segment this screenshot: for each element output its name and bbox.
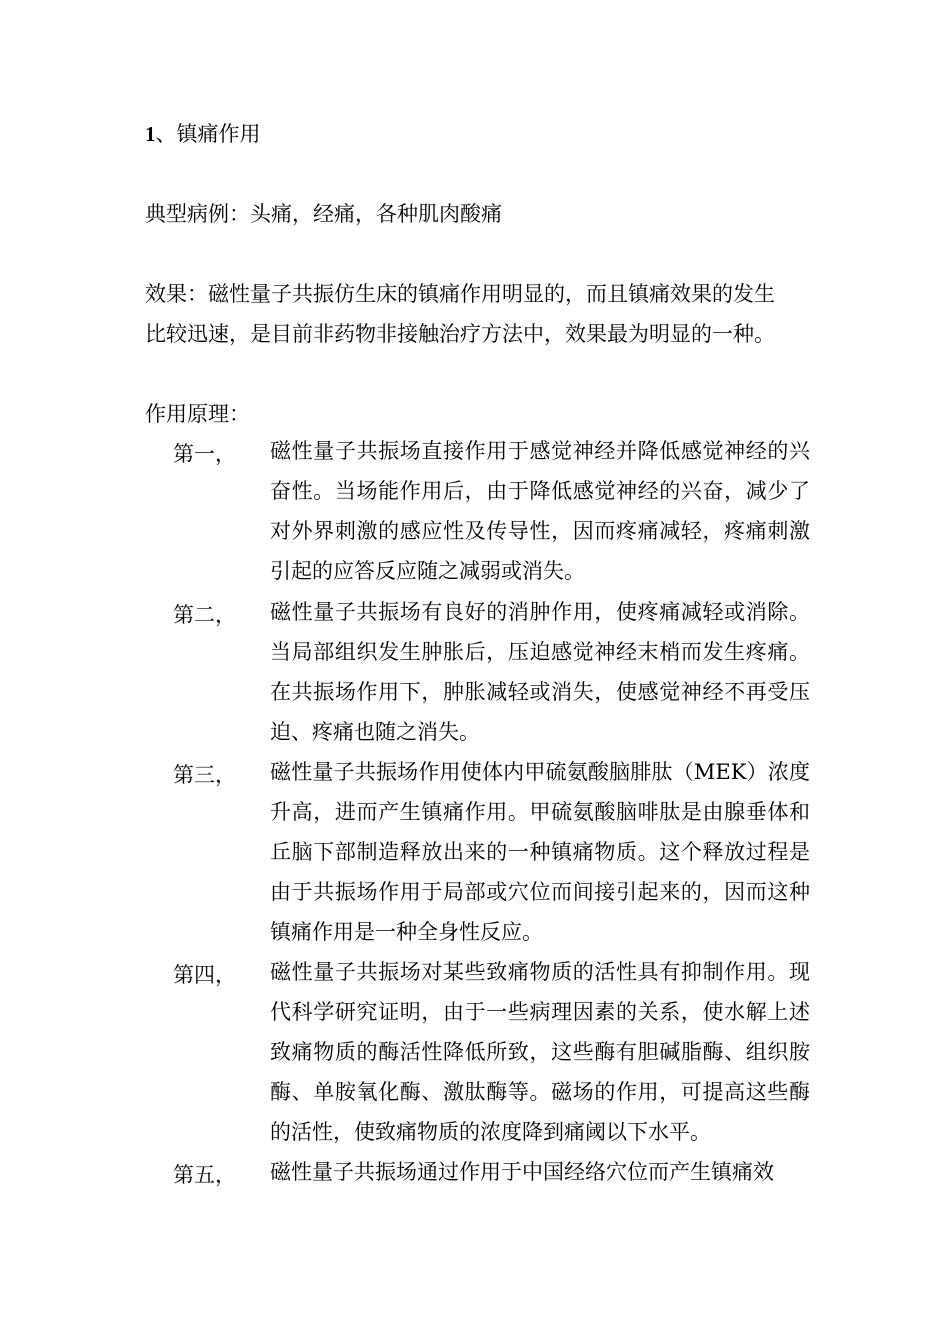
section-number: 1 [145,122,156,146]
typical-cases-line: 典型病例：头痛，经痛，各种肌肉酸痛 [145,202,502,226]
principle-label-5: 第五， [173,1163,236,1187]
principle-text-1: 磁性量子共振场直接作用于感觉神经并降低感觉神经的兴奋性。当场能作用后，由于降低感觉神经的兴奋，减少了对外界刺激的感应性及传导性，因而疼痛减轻，疼痛刺激引起的应答反应随之减弱或消失。 [270,439,810,583]
principle-label: 作用原理： [145,402,250,426]
principle-text-2: 磁性量子共振场有良好的消肿作用，使疼痛减轻或消除。当局部组织发生肿胀后，压迫感觉神经末梢而发生疼痛。在共振场作用下，肿胀减轻或消失，使感觉神经不再受压迫、疼痛也随之消失。 [270,600,810,744]
principle-label-1: 第一， [173,442,236,466]
section-heading [145,121,261,147]
principle-label-2: 第二， [173,603,236,627]
principle-label-3: 第三， [173,763,236,787]
principle-text-3: 磁性量子共振场作用使体内甲硫氨酸脑腓肽（MEK）浓度升高，进而产生镇痛作用。甲硫氨酸脑啡肽是由腺垂体和丘脑下部制造释放出来的一种镇痛物质。这个释放过程是由于共振场作用于局部或穴位而间接引起来的，因而这种镇痛作用是一种全身性反应。 [270,760,810,944]
principle-label-4: 第四， [173,963,236,987]
effect-line-2: 比较迅速，是目前非药物非接触治疗方法中，效果最为明显的一种。 [145,322,775,346]
principle-text-5: 磁性量子共振场通过作用于中国经络穴位而产生镇痛效 [270,1160,774,1184]
principle-text-4: 磁性量子共振场对某些致痛物质的活性具有抑制作用。现代科学研究证明，由于一些病理因素的关系，使水解上述致痛物质的酶活性降低所致，这些酶有胆碱脂酶、组织胺酶、单胺氧化酶、激肽酶等。磁场的作用，可提高这些酶的活性，使致痛物质的浓度降到痛阈以下水平。 [270,960,810,1144]
effect-line-1: 效果：磁性量子共振仿生床的镇痛作用明显的，而且镇痛效果的发生 [145,282,775,306]
section-title: 、镇痛作用 [155,122,261,146]
